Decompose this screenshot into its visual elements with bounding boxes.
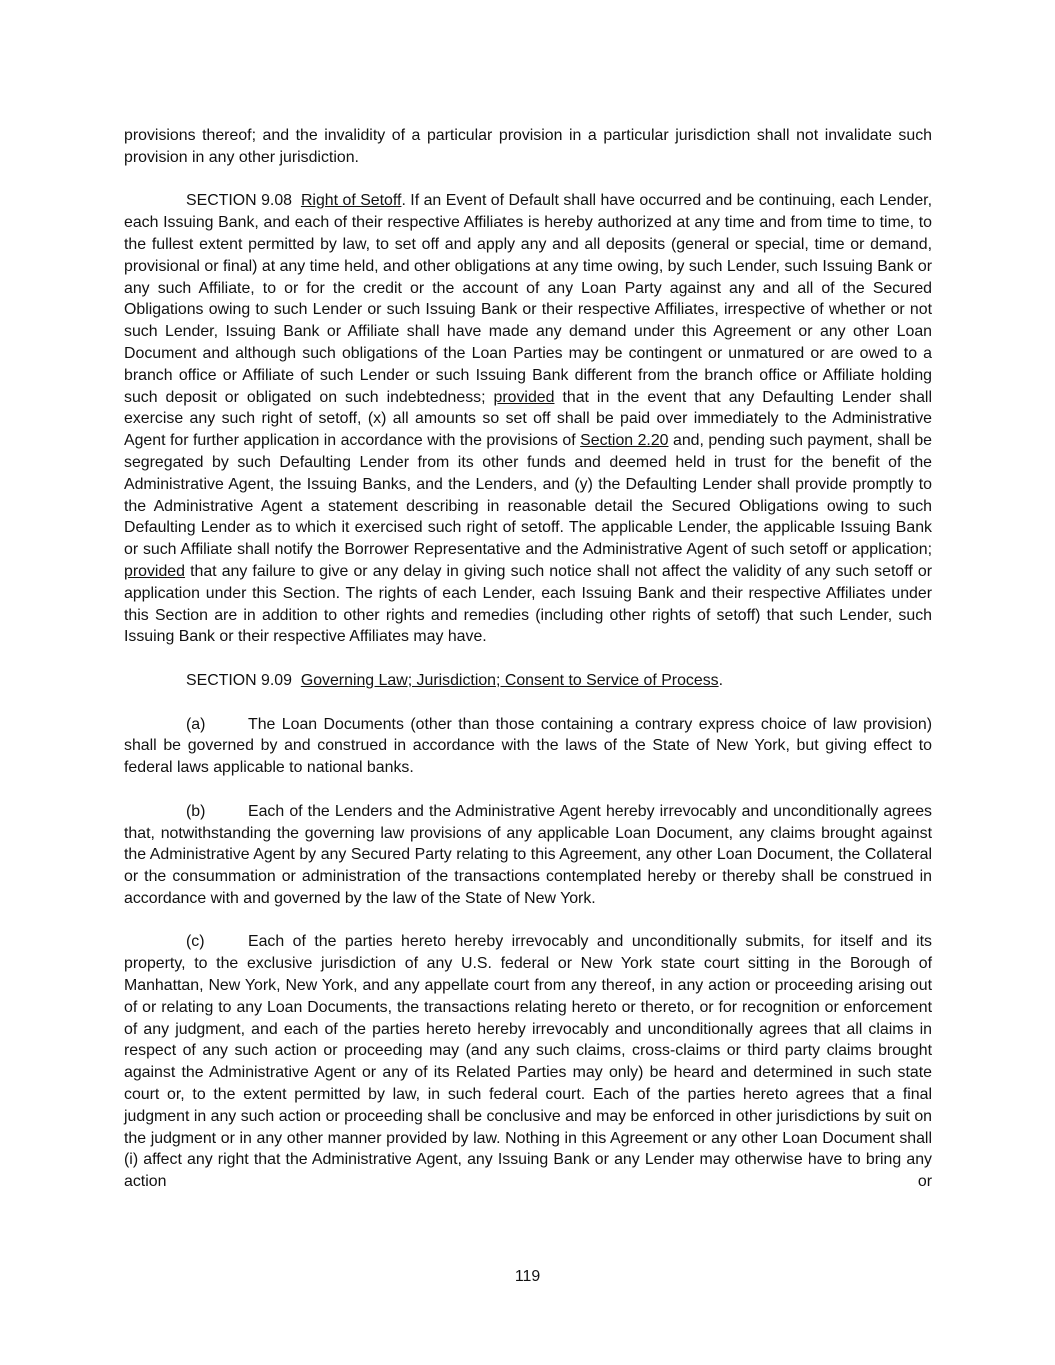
provided-term-2: provided: [124, 562, 185, 580]
section-2-20-reference: Section 2.20: [580, 432, 669, 450]
subsection-a: [124, 714, 932, 779]
subsection-b-text: Each of the Lenders and the Administrative Agent hereby irrevocably and unconditionally agrees that, notwithstanding the governing law provisions of any applicable Loan Document, any claims brought against the Administrative Agent by any Secured Party relating to this Agreement, any other Loan Document, the Collateral or the consummation or administration of the transactions contemplated hereby or thereby shall be construed in accordance with and governed by the law of the State of New York.: [124, 802, 932, 907]
subsection-a-text: The Loan Documents (other than those containing a contrary express choice of law provision) shall be governed by and construed in accordance with the laws of the State of New York, but giving effect to federal laws applicable to national banks.: [124, 715, 932, 777]
provided-term-1: provided: [493, 388, 555, 406]
page-number: 119: [514, 1268, 541, 1285]
section-9-08-text-1: . If an Event of Default shall have occurred and be continuing, each Lender, each Issuing Bank, and each of their respective Affiliates is hereby authorized at any time and from time to time, to the fullest extent permitted by law, to set off and apply any and all deposits (general or special, time or demand, provisional or final) at any time held, and other obligations at any time owing, by such Lender, such Issuing Bank or any such Affiliate, to or for the credit or the account of any Loan Party against any and all of the Secured Obligations owing to such Lender or such Issuing Bank or their respective Affiliates, irrespective of whether or not such Lender, Issuing Bank or Affiliate shall have made any demand under this Agreement or any other Loan Document and although such obligations of the Loan Parties may be contingent or unmatured or are owed to a branch office or Affiliate of such Lender or such Issuing Bank different from the branch office or Affiliate holding such deposit or obligated on such indebtedness;: [124, 192, 932, 406]
section-9-09-heading-line: [124, 670, 932, 692]
subsection-c-label: (c): [186, 933, 205, 951]
section-9-09-period: .: [718, 671, 724, 689]
subsection-b: [124, 801, 932, 910]
paragraph-continuation: provisions thereof; and the invalidity of a particular provision in a particular jurisdiction shall not invalidate such provision in any other jurisdiction.: [124, 127, 932, 166]
section-9-08-number: SECTION 9.08: [186, 192, 293, 210]
section-9-09-heading: Governing Law; Jurisdiction; Consent to Service of Process: [300, 671, 719, 689]
section-9-08-paragraph: [124, 190, 932, 648]
subsection-c: [124, 931, 932, 1193]
section-9-08-text-4: that any failure to give or any delay in giving such notice shall not affect the validity of any such setoff or application under this Section. The rights of each Lender, each Issuing Bank and their respective Affiliates under this Section are in addition to other rights and remedies (including other rights of setoff) that such Lender, such Issuing Bank or their respective Affiliates may have.: [124, 562, 932, 646]
section-9-08-heading: Right of Setoff: [300, 192, 402, 210]
section-9-09-number: SECTION 9.09: [186, 671, 292, 689]
section-9-08-text-2: that in the event that any Defaulting Lender shall exercise any such right of setoff, (x) all amounts so set off shall be paid over immediately to the Administrative Agent for further application in accordance with the provisions of: [124, 388, 932, 450]
subsection-b-label: (b): [186, 802, 206, 820]
subsection-c-text: Each of the parties hereto hereby irrevocably and unconditionally submits, for itself and its property, to the exclusive jurisdiction of any U.S. federal or New York state court sitting in the Borough of Manhattan, New York, New York, and any appellate court from any thereof, in any action or proceeding arising out of or relating to any Loan Documents, the transactions relating hereto or thereto, or for recognition or enforcement of any judgment, and each of the parties hereto hereby irrevocably and unconditionally agrees that all claims in respect of any such action or proceeding may (and any such claims, cross-claims or third party claims brought against the Administrative Agent or any of its Related Parties may only) be heard and determined in such state court or, to the extent permitted by law, in such federal court. Each of the parties hereto agrees that a final judgment in any such action or proceeding shall be conclusive and may be enforced in other jurisdictions by suit on the judgment or in any other manner provided by law. Nothing in this Agreement or any other Loan Document shall (i) affect any right that the Administrative Agent, any Issuing Bank or any Lender may otherwise have to bring any action or: [124, 933, 932, 1191]
section-9-08-text-3: and, pending such payment, shall be segregated by such Defaulting Lender from its other funds and deemed held in trust for the benefit of the Administrative Agent, the Issuing Banks, and the Lenders, and (y) the Defaulting Lender shall provide promptly to the Administrative Agent a statement describing in reasonable detail the Secured Obligations owing to such Defaulting Lender as to which it exercised such right of setoff. The applicable Lender, the applicable Issuing Bank or such Affiliate shall notify the Borrower Representative and the Administrative Agent of such setoff or application;: [124, 432, 932, 559]
subsection-a-label: (a): [186, 715, 206, 733]
document-body: [124, 125, 932, 1215]
